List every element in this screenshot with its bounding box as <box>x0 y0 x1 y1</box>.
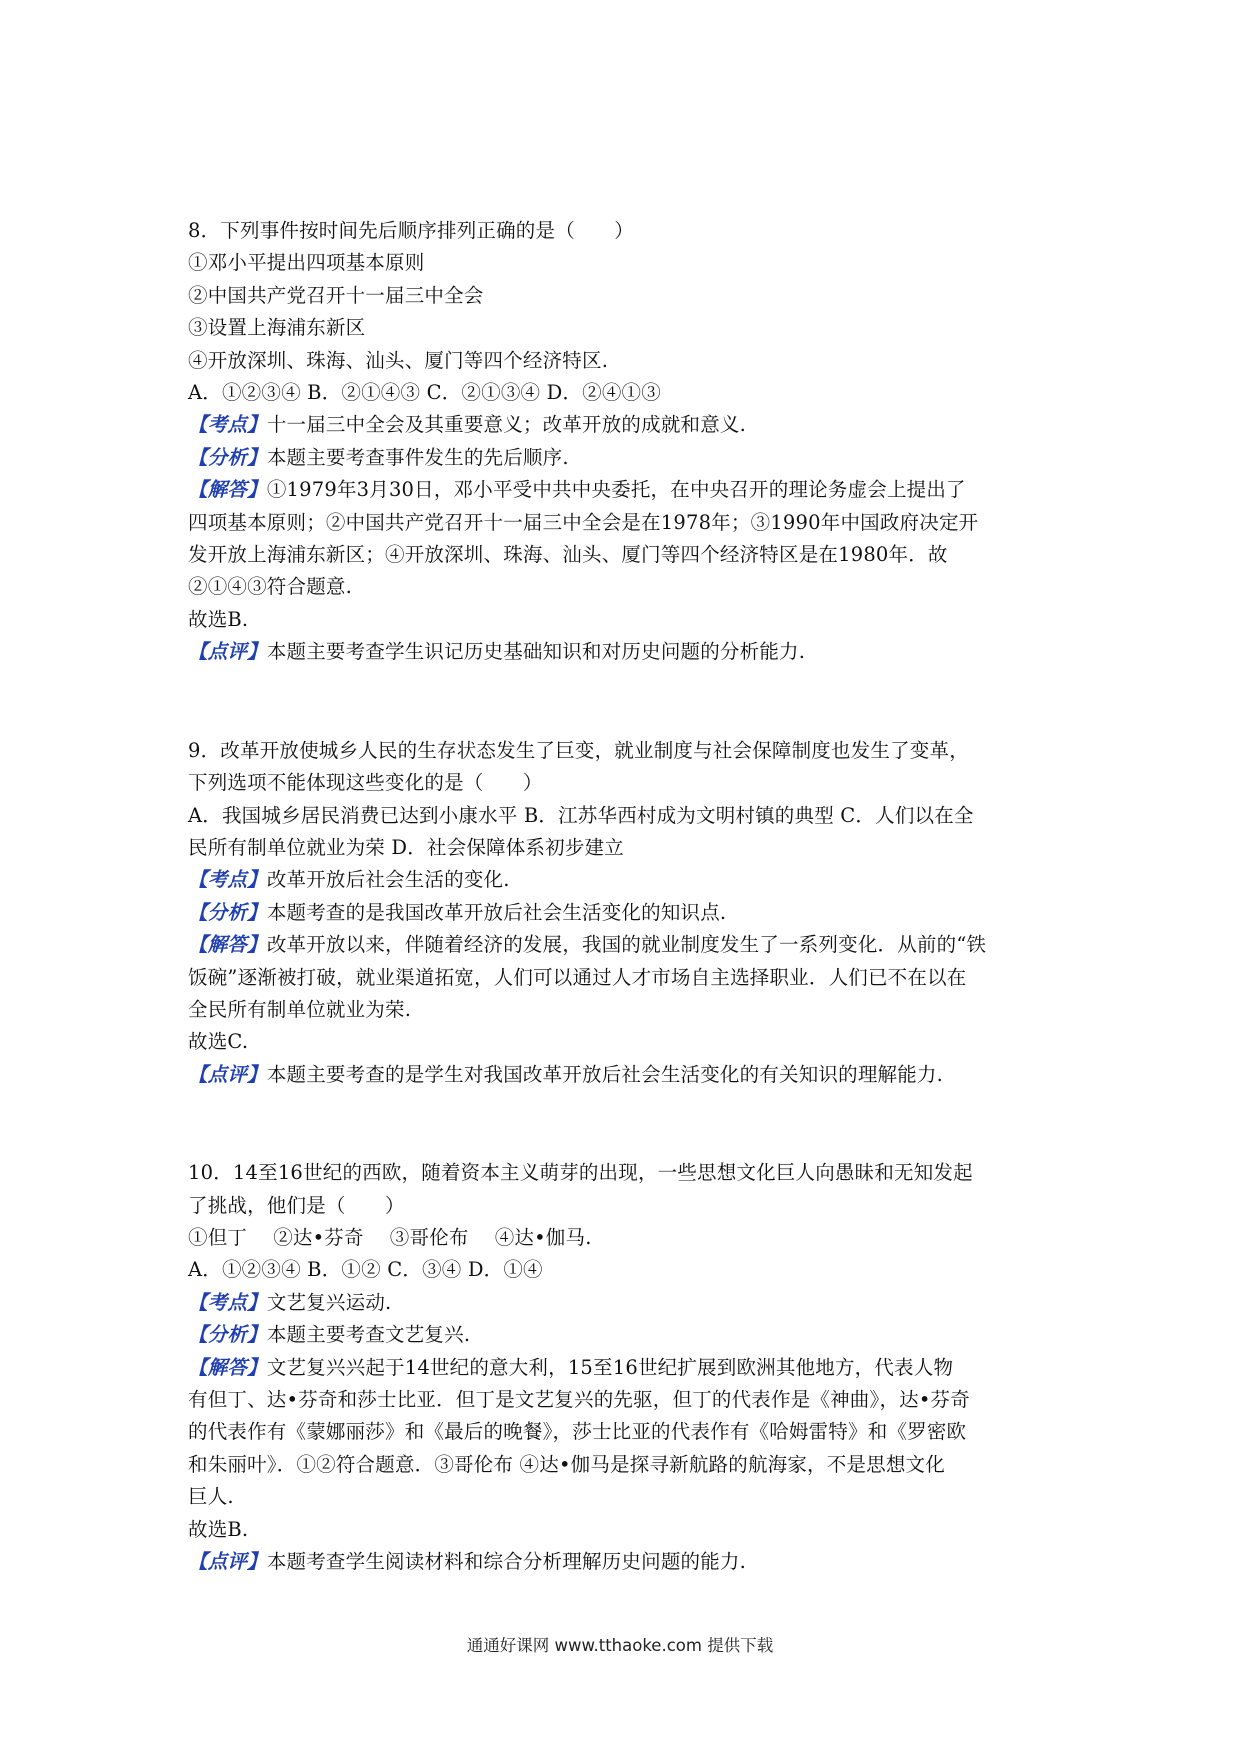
jieda-text: ①1979年3月30日，邓小平受中共中央委托，在中央召开的理论务虚会上提出了 <box>266 478 966 502</box>
question-8 <box>188 215 1068 669</box>
option-line: ②中国共产党召开十一届三中全会 <box>188 283 484 307</box>
page-footer: 通通好课网 www.tthaoke.com 提供下载 <box>466 1636 774 1655</box>
dianping-tag: 【点评】 <box>188 1550 267 1574</box>
fenxi-tag: 【分析】 <box>188 900 267 924</box>
answer-select: 故选B. <box>188 607 249 631</box>
jieda-text: 饭碗”逐渐被打破，就业渠道拓宽，人们可以通过人才市场自主选择职业．人们已不在以在 <box>188 965 967 989</box>
dianping-text: 本题考查学生阅读材料和综合分析理解历史问题的能力. <box>266 1550 747 1574</box>
document-body <box>188 215 1068 1578</box>
kaodian-text: 文艺复兴运动. <box>266 1290 392 1314</box>
dianping-tag: 【点评】 <box>188 1062 267 1086</box>
jieda-tag: 【解答】 <box>188 933 267 957</box>
jieda-line <box>188 1352 1068 1384</box>
question-stem: 10．14至16世纪的西欧，随着资本主义萌芽的出现，一些思想文化巨人向愚昧和无知发起 <box>188 1161 973 1185</box>
option-line: ④开放深圳、珠海、汕头、厦门等四个经济特区. <box>188 348 609 372</box>
fenxi-tag: 【分析】 <box>188 445 267 469</box>
dianping-text: 本题主要考查的是学生对我国改革开放后社会生活变化的有关知识的理解能力. <box>266 1062 944 1086</box>
jieda-tag: 【解答】 <box>188 478 267 502</box>
kaodian-line <box>188 864 1068 896</box>
fenxi-line <box>188 897 1068 929</box>
kaodian-tag: 【考点】 <box>188 1290 267 1314</box>
jieda-text: 改革开放以来，伴随着经济的发展，我国的就业制度发生了一系列变化．从前的“铁 <box>266 933 987 957</box>
jieda-text: 和朱丽叶》．①②符合题意．③哥伦布 ④达•伽马是探寻新航路的航海家，不是思想文化 <box>188 1452 945 1476</box>
fenxi-text: 本题主要考查文艺复兴. <box>266 1323 471 1347</box>
option-line: ①但丁 ②达•芬奇 ③哥伦布 ④达•伽马. <box>188 1225 592 1249</box>
question-stem: 了挑战，他们是（ ） <box>188 1193 405 1217</box>
dianping-text: 本题主要考查学生识记历史基础知识和对历史问题的分析能力. <box>266 640 806 664</box>
question-stem: 下列选项不能体现这些变化的是（ ） <box>188 771 543 795</box>
kaodian-text: 十一届三中全会及其重要意义；改革开放的成就和意义. <box>266 413 747 437</box>
dianping-line <box>188 1059 1068 1091</box>
question-spacer <box>188 1091 1068 1157</box>
answer-choices: 民所有制单位就业为荣 D．社会保障体系初步建立 <box>188 835 624 859</box>
answer-choices: A．我国城乡居民消费已达到小康水平 B．江苏华西村成为文明村镇的典型 C．人们以在全 <box>188 803 974 827</box>
question-stem: 8．下列事件按时间先后顺序排列正确的是（ ） <box>188 219 635 242</box>
dianping-line <box>188 636 1068 668</box>
fenxi-line <box>188 1319 1068 1351</box>
question-stem: 9．改革开放使城乡人民的生存状态发生了巨变，就业制度与社会保障制度也发生了变革， <box>188 738 969 762</box>
jieda-text: 有但丁、达•芬奇和莎士比亚．但丁是文艺复兴的先驱，但丁的代表作是《神曲》，达•芬奇 <box>188 1388 970 1411</box>
option-line: ③设置上海浦东新区 <box>188 316 366 340</box>
fenxi-tag: 【分析】 <box>188 1323 267 1347</box>
question-10 <box>188 1157 1068 1578</box>
jieda-line <box>188 929 1068 961</box>
question-9 <box>188 735 1068 1091</box>
jieda-text: 四项基本原则；②中国共产党召开十一届三中全会是在1978年；③1990年中国政府决定开 <box>188 510 979 534</box>
jieda-tag: 【解答】 <box>188 1355 267 1379</box>
kaodian-tag: 【考点】 <box>188 413 267 437</box>
dianping-tag: 【点评】 <box>188 640 267 664</box>
jieda-text: ②①④③符合题意. <box>188 575 352 599</box>
fenxi-line <box>188 442 1068 474</box>
jieda-text: 发开放上海浦东新区；④开放深圳、珠海、汕头、厦门等四个经济特区是在1980年．故 <box>188 543 948 567</box>
option-line: ①邓小平提出四项基本原则 <box>188 251 425 275</box>
question-spacer <box>188 669 1068 735</box>
jieda-text: 全民所有制单位就业为荣. <box>188 997 412 1021</box>
kaodian-text: 改革开放后社会生活的变化. <box>266 868 510 892</box>
fenxi-text: 本题主要考查事件发生的先后顺序. <box>266 445 569 469</box>
jieda-text: 的代表作有《蒙娜丽莎》和《最后的晚餐》，莎士比亚的代表作有《哈姆雷特》和《罗密欧 <box>188 1420 967 1444</box>
fenxi-text: 本题考查的是我国改革开放后社会生活变化的知识点. <box>266 900 727 924</box>
dianping-line <box>188 1546 1068 1578</box>
kaodian-line <box>188 409 1068 441</box>
jieda-line <box>188 474 1068 506</box>
answer-choices: A．①②③④ B．①② C．③④ D．①④ <box>188 1258 543 1282</box>
kaodian-tag: 【考点】 <box>188 868 267 892</box>
jieda-text: 巨人. <box>188 1485 234 1509</box>
jieda-text: 文艺复兴兴起于14世纪的意大利，15至16世纪扩展到欧洲其他地方，代表人物 <box>266 1355 954 1379</box>
answer-select: 故选C. <box>188 1030 249 1054</box>
answer-select: 故选B. <box>188 1517 249 1541</box>
kaodian-line <box>188 1287 1068 1319</box>
answer-choices: A．①②③④ B．②①④③ C．②①③④ D．②④①③ <box>188 381 661 405</box>
